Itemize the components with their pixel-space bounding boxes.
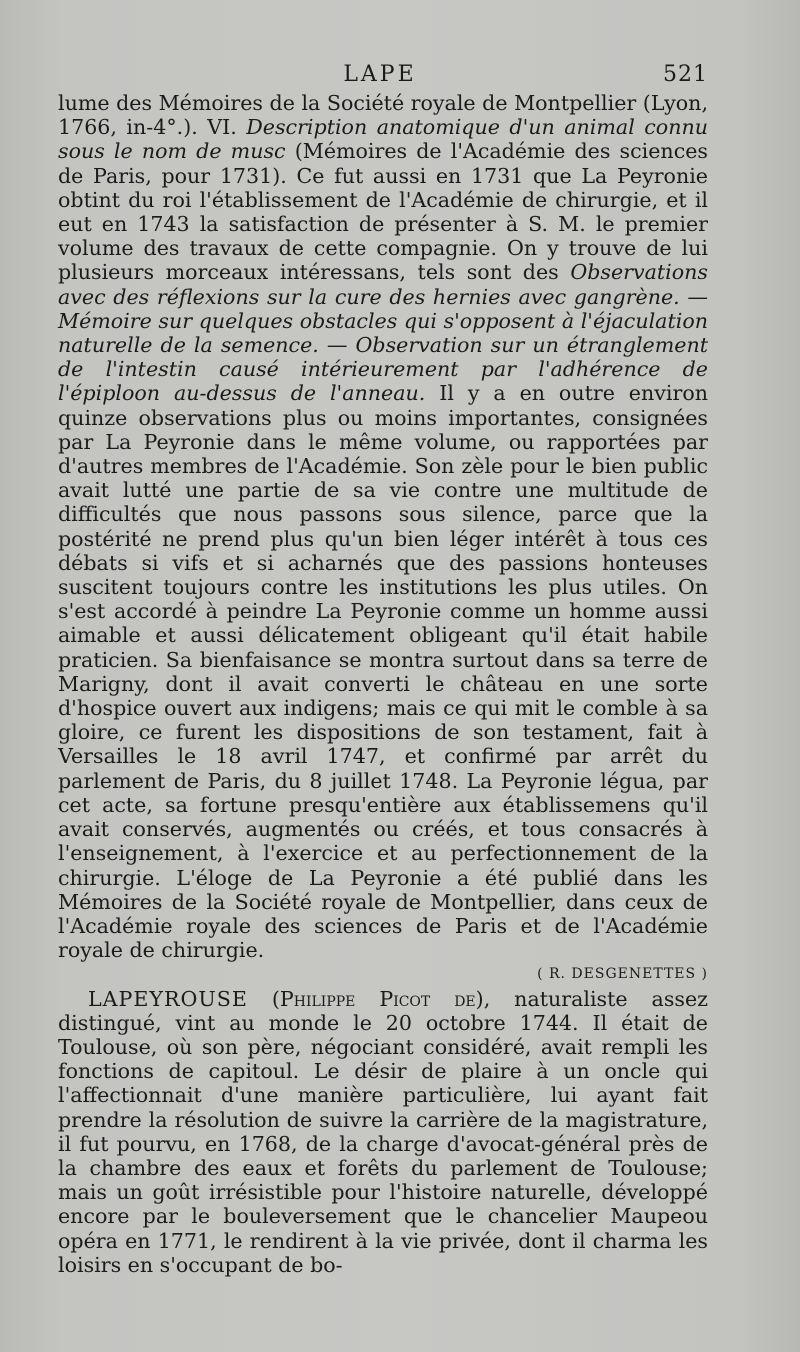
laperonie-paragraph <box>58 91 708 962</box>
entry-headword: LAPEYROUSE <box>88 986 248 1011</box>
laperonie-text-3: Il y a en outre environ quinze observations plus ou moins importantes, consignées par La Peyronie dans le même volume, ou rapportées par d'autres membres de l'Académie. Son zèle pour le bien public avait lutté une partie de sa vie contre une multitude de difficultés que nous passons sous silence, parce que la postérité ne prend plus qu'un bien léger intérêt à tous ces débats si vifs et si acharnés que des passions honteuses suscitent toujours contre les institutions les plus utiles. On s'est accordé à peindre La Peyronie comme un homme aussi aimable et aussi délicatement obligeant qu'il était habile praticien. Sa bienfaisance se montra surtout dans sa terre de Marigny, dont il avait converti le château en une sorte d'hospice ouvert aux indigens; mais ce qui mit le comble à sa gloire, ce furent les dispositions de son testament, fait à Versailles le 18 avril 1747, et confirmé par arrêt du parlement de Paris, du 8 juillet 1748. La Peyronie légua, par cet acte, sa fortune presqu'entière aux établissemens qu'il avait conservés, augmentés ou créés, et tous consacrés à l'enseignement, à l'exercice et au perfectionnement de la chirurgie. L'éloge de La Peyronie a été publié dans les Mémoires de la Société royale de Montpellier, dans ceux de l'Académie royale des sciences de Paris et de l'Académie royale de chirurgie. <box>58 381 708 963</box>
lapeyrouse-text: ), naturaliste assez distingué, vint au monde le 20 octobre 1744. Il était de Toulouse, où son père, négociant considéré, avait rempli les fonctions de capitoul. Le désir de plaire à un oncle qui l'affectionnait d'une manière particulière, lui ayant fait prendre la résolution de suivre la carrière de la magistrature, il fut pourvu, en 1768, de la charge d'avocat-général près de la chambre des eaux et forêts du parlement de Toulouse; mais un goût irrésistible pour l'histoire naturelle, développé encore par le bouleversement que le chancelier Maupeou opéra en 1771, le rendirent à la vie privée, dont il charma les loisirs en s'occupant de bo- <box>58 986 708 1277</box>
laperonie-title-1: Description anatomique d'un animal connu sous le nom de musc <box>58 115 708 164</box>
page-header <box>0 60 800 90</box>
article-body <box>58 91 708 1277</box>
author-signature: ( R. DESGENETTES ) <box>537 966 708 983</box>
running-head: LAPE <box>343 62 417 87</box>
lapeyrouse-paragraph <box>58 987 708 1277</box>
entry-given-name: Philippe Picot de <box>279 986 476 1011</box>
laperonie-title-2: Observations avec des réflexions sur la cure des hernies avec gangrène. — Mémoire sur quelques obstacles qui s'opposent à l'éjaculation naturelle de la semence. — Observation sur un étranglement de l'intestin causé intérieurement par l'adhérence de l'épiploon au-dessus de l'anneau. <box>58 260 708 406</box>
laperonie-text-1: lume des Mémoires de la Société royale de Montpellier (Lyon, 1766, in-4°.). VI. <box>58 91 708 140</box>
laperonie-text-2: (Mémoires de l'Académie des sciences de Paris, pour 1731). Ce fut aussi en 1731 que La Peyronie obtint du roi l'établissement de l'Académie de chirurgie, et il eut en 1743 la satisfaction de présenter à S. M. le premier volume des travaux de cette compagnie. On y trouve de lui plusieurs morceaux intéressans, tels sont des <box>58 139 708 285</box>
entry-paren-open: ( <box>247 986 280 1011</box>
page-number: 521 <box>663 62 708 87</box>
